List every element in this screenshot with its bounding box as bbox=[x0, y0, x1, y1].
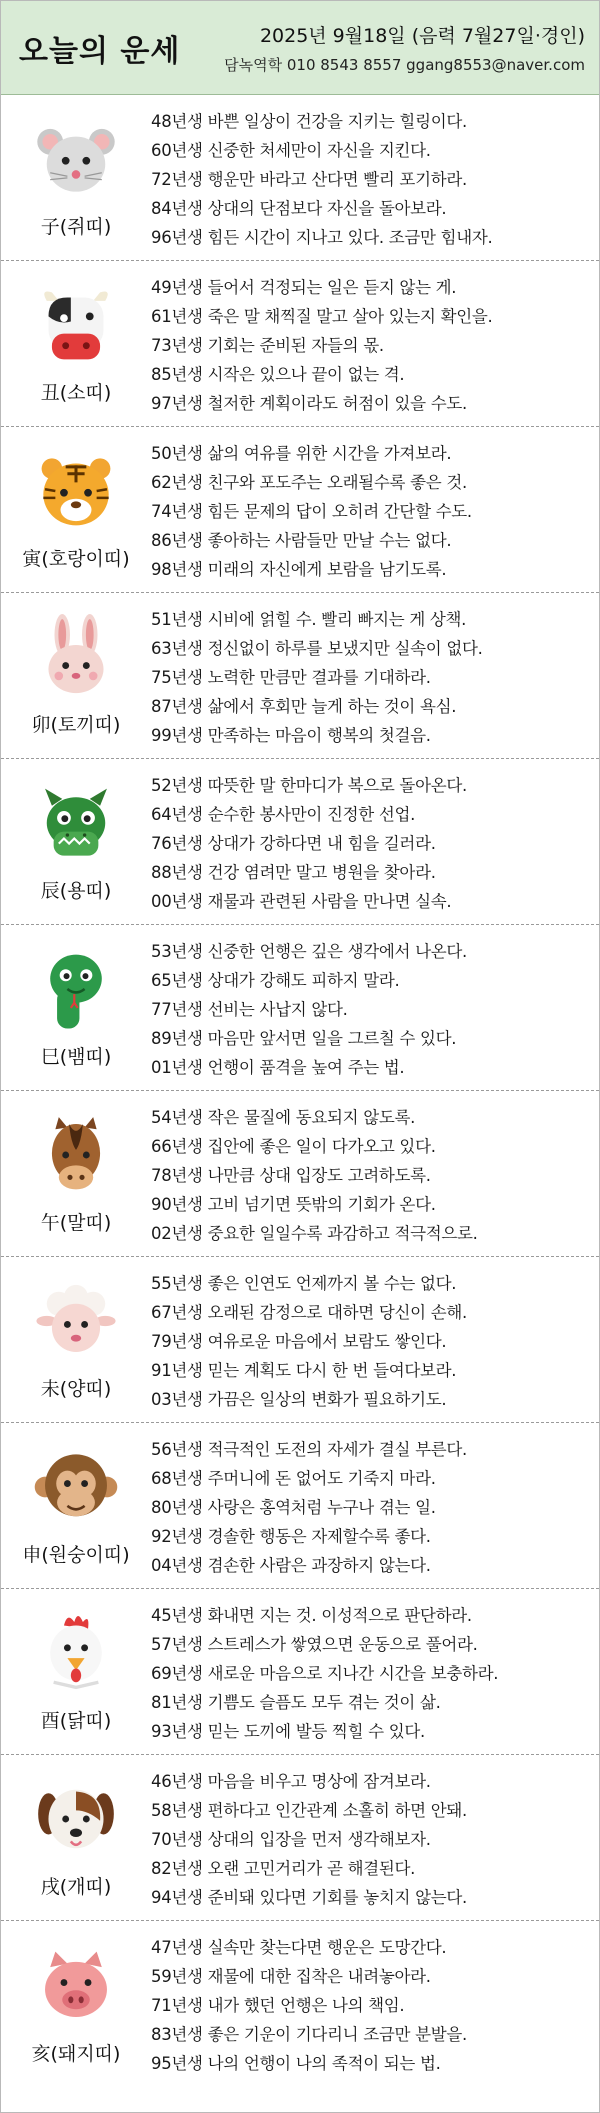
fortune-line: 78년생 나만큼 상대 입장도 고려하도록. bbox=[151, 1166, 431, 1185]
fortune-line: 87년생 삶에서 후회만 늘게 하는 것이 욕심. bbox=[151, 697, 457, 716]
fortune-row-tiger bbox=[1, 427, 599, 593]
rooster-icon bbox=[33, 1610, 119, 1696]
fortune-line: 81년생 기쁨도 슬픔도 모두 겪는 것이 삶. bbox=[151, 1693, 441, 1712]
fortune-line: 82년생 오랜 고민거리가 곧 해결된다. bbox=[151, 1859, 416, 1878]
animal-block bbox=[1, 261, 151, 426]
fortune-line: 95년생 나의 언행이 나의 족적이 되는 법. bbox=[151, 2054, 441, 2073]
animal-block bbox=[1, 759, 151, 924]
tiger-icon bbox=[33, 448, 119, 534]
fortune-row-pig bbox=[1, 1921, 599, 2087]
fortune-line: 65년생 상대가 강해도 피하지 말라. bbox=[151, 971, 400, 990]
fortune-line: 96년생 힘든 시간이 지나고 있다. 조금만 힘내자. bbox=[151, 228, 493, 247]
fortune-line: 72년생 행운만 바라고 산다면 빨리 포기하라. bbox=[151, 170, 467, 189]
fortune-line: 74년생 힘든 문제의 답이 오히려 간단할 수도. bbox=[151, 502, 472, 521]
fortune-lines bbox=[151, 759, 599, 924]
fortune-line: 98년생 미래의 자신에게 보람을 남기도록. bbox=[151, 560, 447, 579]
fortune-line: 03년생 가끔은 일상의 변화가 필요하기도. bbox=[151, 1390, 447, 1409]
fortune-line: 64년생 순수한 봉사만이 진정한 선업. bbox=[151, 805, 416, 824]
page-title: 오늘의 운세 bbox=[19, 33, 181, 69]
fortune-line: 51년생 시비에 얽힐 수. 빨리 빠지는 게 상책. bbox=[151, 610, 467, 629]
fortune-row-horse bbox=[1, 1091, 599, 1257]
fortune-line: 52년생 따뜻한 말 한마디가 복으로 돌아온다. bbox=[151, 776, 467, 795]
fortune-row-monkey bbox=[1, 1423, 599, 1589]
fortune-line: 49년생 들어서 걱정되는 일은 듣지 않는 게. bbox=[151, 278, 457, 297]
fortune-line: 70년생 상대의 입장을 먼저 생각해보자. bbox=[151, 1830, 431, 1849]
fortune-lines bbox=[151, 261, 599, 426]
fortune-row-snake bbox=[1, 925, 599, 1091]
fortune-lines bbox=[151, 427, 599, 592]
fortune-lines bbox=[151, 593, 599, 758]
fortune-lines bbox=[151, 1091, 599, 1256]
fortune-line: 88년생 건강 염려만 말고 병원을 찾아라. bbox=[151, 863, 436, 882]
fortune-line: 86년생 좋아하는 사람들만 만날 수는 없다. bbox=[151, 531, 452, 550]
animal-label: 亥(돼지띠) bbox=[31, 2042, 121, 2065]
header-info bbox=[224, 21, 585, 75]
fortune-line: 77년생 선비는 사납지 않다. bbox=[151, 1000, 348, 1019]
animal-block bbox=[1, 1257, 151, 1422]
animal-block bbox=[1, 593, 151, 758]
animal-block bbox=[1, 1589, 151, 1754]
fortune-line: 02년생 중요한 일일수록 과감하고 적극적으로. bbox=[151, 1224, 478, 1243]
fortune-line: 89년생 마음만 앞서면 일을 그르칠 수 있다. bbox=[151, 1029, 457, 1048]
fortune-line: 59년생 재물에 대한 집착은 내려놓아라. bbox=[151, 1967, 431, 1986]
header bbox=[1, 1, 599, 95]
rabbit-icon bbox=[33, 614, 119, 700]
fortune-lines bbox=[151, 1921, 599, 2087]
fortune-line: 46년생 마음을 비우고 명상에 잠겨보라. bbox=[151, 1772, 431, 1791]
fortune-row-dragon bbox=[1, 759, 599, 925]
fortune-row-rat bbox=[1, 95, 599, 261]
fortune-line: 45년생 화내면 지는 것. 이성적으로 판단하라. bbox=[151, 1606, 472, 1625]
dragon-icon bbox=[33, 780, 119, 866]
animal-block bbox=[1, 1921, 151, 2087]
fortune-line: 76년생 상대가 강하다면 내 힘을 길러라. bbox=[151, 834, 436, 853]
fortune-line: 01년생 언행이 품격을 높여 주는 법. bbox=[151, 1058, 405, 1077]
animal-block bbox=[1, 1423, 151, 1588]
animal-block bbox=[1, 427, 151, 592]
animal-label: 丑(소띠) bbox=[40, 382, 112, 404]
fortune-line: 68년생 주머니에 돈 없어도 기죽지 마라. bbox=[151, 1469, 436, 1488]
sheep-icon bbox=[33, 1278, 119, 1364]
fortune-line: 73년생 기회는 준비된 자들의 몫. bbox=[151, 336, 384, 355]
fortune-lines bbox=[151, 1423, 599, 1588]
fortune-line: 58년생 편하다고 인간관계 소홀히 하면 안돼. bbox=[151, 1801, 467, 1820]
fortune-line: 56년생 적극적인 도전의 자세가 결실 부른다. bbox=[151, 1440, 467, 1459]
animal-label: 午(말띠) bbox=[40, 1212, 112, 1234]
fortune-line: 54년생 작은 물질에 동요되지 않도록. bbox=[151, 1108, 416, 1127]
animal-label: 戌(개띠) bbox=[40, 1876, 112, 1898]
fortune-row-rooster bbox=[1, 1589, 599, 1755]
horse-icon bbox=[33, 1112, 119, 1198]
fortune-line: 47년생 실속만 찾는다면 행운은 도망간다. bbox=[151, 1938, 447, 1957]
pig-icon bbox=[33, 1943, 119, 2029]
fortune-row-dog bbox=[1, 1755, 599, 1921]
animal-block bbox=[1, 95, 151, 260]
animal-block bbox=[1, 1091, 151, 1256]
contact-line: 담녹역학 010 8543 8557 ggang8553@naver.com bbox=[224, 55, 585, 74]
fortune-line: 04년생 겸손한 사람은 과장하지 않는다. bbox=[151, 1556, 431, 1575]
fortune-line: 79년생 여유로운 마음에서 보람도 쌓인다. bbox=[151, 1332, 447, 1351]
snake-icon bbox=[33, 946, 119, 1032]
animal-label: 未(양띠) bbox=[40, 1378, 112, 1400]
fortune-line: 00년생 재물과 관련된 사람을 만나면 실속. bbox=[151, 892, 452, 911]
ox-icon bbox=[33, 282, 119, 368]
rat-icon bbox=[33, 116, 119, 202]
animal-block bbox=[1, 925, 151, 1090]
fortune-line: 57년생 스트레스가 쌓였으면 운동으로 풀어라. bbox=[151, 1635, 478, 1654]
fortune-lines bbox=[151, 925, 599, 1090]
fortune-lines bbox=[151, 1589, 599, 1754]
fortune-line: 83년생 좋은 기운이 기다리니 조금만 분발을. bbox=[151, 2025, 467, 2044]
fortune-line: 48년생 바쁜 일상이 건강을 지키는 힐링이다. bbox=[151, 112, 467, 131]
fortune-line: 80년생 사랑은 홍역처럼 누구나 겪는 일. bbox=[151, 1498, 436, 1517]
fortune-line: 53년생 신중한 언행은 깊은 생각에서 나온다. bbox=[151, 942, 467, 961]
fortune-row-rabbit bbox=[1, 593, 599, 759]
animal-block bbox=[1, 1755, 151, 1920]
fortune-line: 90년생 고비 넘기면 뜻밖의 기회가 온다. bbox=[151, 1195, 436, 1214]
fortune-line: 63년생 정신없이 하루를 보냈지만 실속이 없다. bbox=[151, 639, 483, 658]
monkey-icon bbox=[33, 1444, 119, 1530]
animal-label: 酉(닭띠) bbox=[40, 1710, 112, 1732]
fortune-line: 66년생 집안에 좋은 일이 다가오고 있다. bbox=[151, 1137, 436, 1156]
fortune-line: 61년생 죽은 말 채찍질 말고 살아 있는지 확인을. bbox=[151, 307, 493, 326]
fortune-line: 92년생 경솔한 행동은 자제할수록 좋다. bbox=[151, 1527, 431, 1546]
fortune-line: 60년생 신중한 처세만이 자신을 지킨다. bbox=[151, 141, 431, 160]
fortune-lines bbox=[151, 1257, 599, 1422]
fortune-line: 55년생 좋은 인연도 언제까지 볼 수는 없다. bbox=[151, 1274, 457, 1293]
fortune-line: 91년생 믿는 계획도 다시 한 번 들여다보라. bbox=[151, 1361, 457, 1380]
fortune-line: 69년생 새로운 마음으로 지나간 시간을 보충하라. bbox=[151, 1664, 499, 1683]
fortune-line: 75년생 노력한 만큼만 결과를 기대하라. bbox=[151, 668, 431, 687]
fortune-line: 94년생 준비돼 있다면 기회를 놓치지 않는다. bbox=[151, 1888, 467, 1907]
animal-label: 寅(호랑이띠) bbox=[22, 548, 130, 570]
fortune-list bbox=[1, 95, 599, 2087]
fortune-line: 93년생 믿는 도끼에 발등 찍힐 수 있다. bbox=[151, 1722, 425, 1741]
animal-label: 子(쥐띠) bbox=[40, 216, 112, 238]
fortune-row-sheep bbox=[1, 1257, 599, 1423]
animal-label: 卯(토끼띠) bbox=[31, 714, 121, 736]
fortune-line: 97년생 철저한 계획이라도 허점이 있을 수도. bbox=[151, 394, 467, 413]
animal-label: 辰(용띠) bbox=[40, 880, 112, 902]
fortune-line: 62년생 친구와 포도주는 오래될수록 좋은 것. bbox=[151, 473, 467, 492]
fortune-line: 50년생 삶의 여유를 위한 시간을 가져보라. bbox=[151, 444, 452, 463]
dog-icon bbox=[33, 1776, 119, 1862]
fortune-line: 84년생 상대의 단점보다 자신을 돌아보라. bbox=[151, 199, 447, 218]
fortune-lines bbox=[151, 95, 599, 260]
fortune-line: 85년생 시작은 있으나 끝이 없는 격. bbox=[151, 365, 405, 384]
fortune-line: 99년생 만족하는 마음이 행복의 첫걸음. bbox=[151, 726, 431, 745]
fortune-lines bbox=[151, 1755, 599, 1920]
date-line: 2025년 9월18일 (음력 7월27일·경인) bbox=[259, 24, 585, 47]
fortune-line: 67년생 오래된 감정으로 대하면 당신이 손해. bbox=[151, 1303, 467, 1322]
fortune-row-ox bbox=[1, 261, 599, 427]
animal-label: 巳(뱀띠) bbox=[40, 1046, 112, 1068]
fortune-line: 71년생 내가 했던 언행은 나의 책임. bbox=[151, 1996, 405, 2015]
animal-label: 申(원숭이띠) bbox=[22, 1544, 130, 1566]
